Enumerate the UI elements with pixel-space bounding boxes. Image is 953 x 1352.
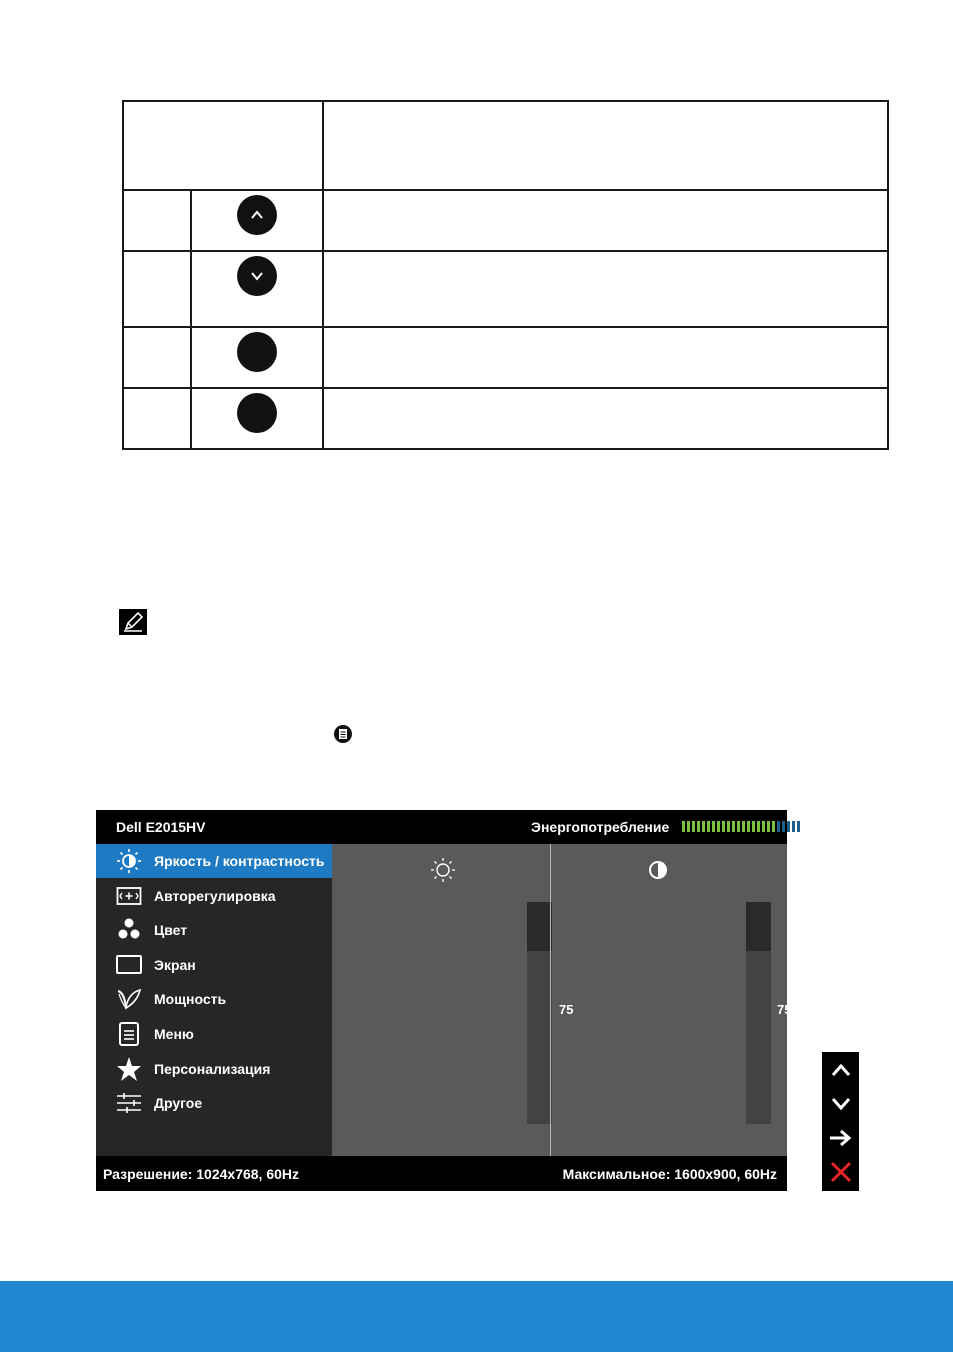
energy-segment bbox=[707, 821, 710, 832]
button-key-table bbox=[122, 100, 889, 450]
osd-header bbox=[96, 810, 787, 844]
menu-item-label: Меню bbox=[154, 1026, 194, 1042]
menu-item-label: Авторегулировка bbox=[154, 888, 276, 904]
table-row bbox=[123, 251, 888, 327]
energy-segment bbox=[782, 821, 785, 832]
up-arrow-button-icon bbox=[237, 195, 277, 235]
energy-segment bbox=[697, 821, 700, 832]
energy-segment bbox=[682, 821, 685, 832]
menu-item-personalize[interactable] bbox=[96, 1052, 332, 1086]
menu-item-power[interactable] bbox=[96, 982, 332, 1016]
down-icon bbox=[830, 1096, 852, 1112]
up-icon bbox=[830, 1062, 852, 1078]
down-button[interactable] bbox=[825, 1088, 856, 1120]
contrast-icon bbox=[644, 856, 672, 884]
note-pencil-icon bbox=[119, 609, 147, 635]
header-cell-left bbox=[123, 101, 323, 190]
monitor-model: Dell E2015HV bbox=[116, 819, 206, 835]
brightness-slider[interactable] bbox=[527, 902, 552, 1124]
star-icon bbox=[116, 1056, 142, 1082]
energy-segment bbox=[747, 821, 750, 832]
blank-button-icon bbox=[237, 393, 277, 433]
energy-segment bbox=[772, 821, 775, 832]
menu-button-icon bbox=[333, 724, 353, 744]
menu-icon bbox=[116, 1021, 142, 1047]
up-button[interactable] bbox=[825, 1054, 856, 1086]
down-arrow-button-icon bbox=[237, 256, 277, 296]
energy-segment bbox=[687, 821, 690, 832]
table-row bbox=[123, 190, 888, 251]
energy-segment bbox=[762, 821, 765, 832]
energy-segment bbox=[767, 821, 770, 832]
contrast-slider[interactable] bbox=[746, 902, 771, 1124]
contrast-slider-remaining bbox=[746, 902, 771, 951]
energy-segment bbox=[732, 821, 735, 832]
right-arrow-icon bbox=[829, 1129, 853, 1147]
energy-segment bbox=[777, 821, 780, 832]
menu-item-display[interactable] bbox=[96, 948, 332, 982]
contrast-value: 75 bbox=[777, 1002, 792, 1017]
display-icon bbox=[116, 952, 142, 978]
blank-button-icon bbox=[237, 332, 277, 372]
table-row bbox=[123, 327, 888, 388]
menu-item-label: Цвет bbox=[154, 922, 188, 938]
energy-segment bbox=[787, 821, 790, 832]
menu-item-label: Яркость / контрастность bbox=[154, 853, 325, 869]
energy-segment bbox=[727, 821, 730, 832]
menu-item-label: Другое bbox=[154, 1095, 203, 1111]
auto-adjust-icon bbox=[116, 883, 142, 909]
table-row bbox=[123, 388, 888, 449]
color-icon bbox=[116, 917, 142, 943]
menu-item-other[interactable] bbox=[96, 1086, 332, 1120]
energy-segment bbox=[702, 821, 705, 832]
page-footer-band bbox=[0, 1281, 953, 1352]
energy-segment bbox=[742, 821, 745, 832]
energy-segment bbox=[757, 821, 760, 832]
energy-segment bbox=[717, 821, 720, 832]
sun-icon bbox=[429, 856, 457, 884]
menu-item-auto-adjust[interactable] bbox=[96, 879, 332, 913]
osd-window bbox=[96, 810, 792, 1191]
header-cell-right bbox=[323, 101, 888, 190]
exit-button[interactable] bbox=[825, 1156, 856, 1188]
energy-segment bbox=[792, 821, 795, 832]
energy-segment bbox=[692, 821, 695, 832]
energy-segment bbox=[752, 821, 755, 832]
current-resolution: Разрешение: 1024x768, 60Hz bbox=[103, 1166, 300, 1182]
energy-segment bbox=[797, 821, 800, 832]
panel-divider bbox=[550, 844, 551, 1156]
menu-item-color[interactable] bbox=[96, 913, 332, 947]
sliders-icon bbox=[116, 1090, 142, 1116]
menu-item-label: Персонализация bbox=[154, 1061, 271, 1077]
power-leaf-icon bbox=[116, 986, 142, 1012]
osd-menu bbox=[96, 844, 332, 1156]
menu-item-menu[interactable] bbox=[96, 1017, 332, 1051]
osd-adjust-panel bbox=[332, 844, 792, 1156]
osd-footer bbox=[96, 1156, 787, 1191]
energy-meter bbox=[682, 821, 800, 832]
select-button[interactable] bbox=[825, 1122, 856, 1154]
energy-label: Энергопотребление bbox=[531, 819, 670, 835]
brightness-contrast-icon bbox=[116, 848, 142, 874]
osd-nav-buttons bbox=[822, 1052, 859, 1191]
menu-item-label: Мощность bbox=[154, 991, 227, 1007]
energy-segment bbox=[712, 821, 715, 832]
brightness-value: 75 bbox=[559, 1002, 574, 1017]
energy-segment bbox=[722, 821, 725, 832]
energy-segment bbox=[737, 821, 740, 832]
close-icon bbox=[829, 1160, 853, 1184]
menu-item-label: Экран bbox=[154, 957, 196, 973]
max-resolution: Максимальное: 1600x900, 60Hz bbox=[562, 1166, 777, 1182]
brightness-slider-remaining bbox=[527, 902, 552, 951]
menu-item-brightness-contrast[interactable] bbox=[96, 844, 332, 878]
